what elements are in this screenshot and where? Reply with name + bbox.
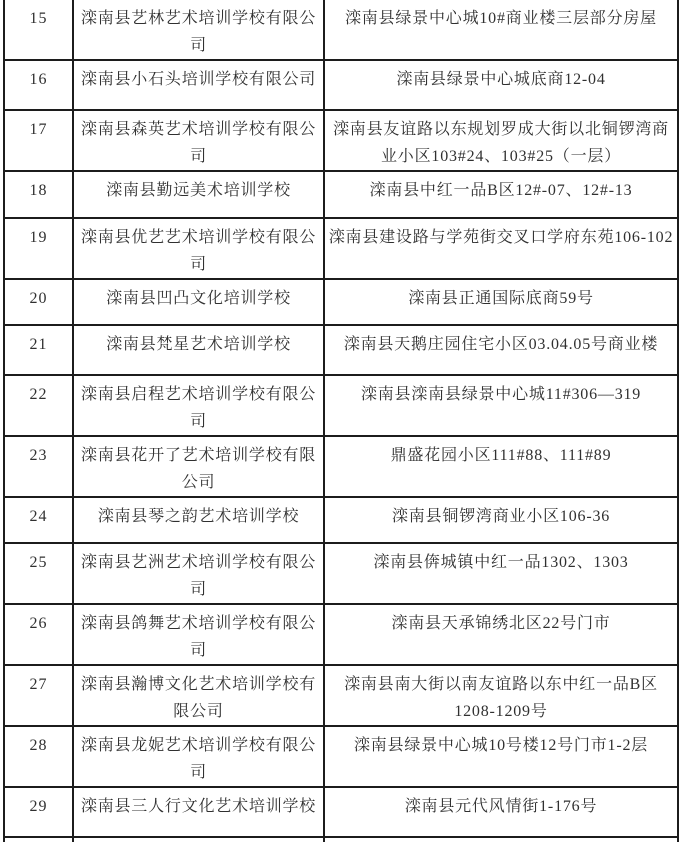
row-number-cell: 20 bbox=[4, 279, 73, 325]
table-row bbox=[4, 218, 678, 279]
row-number-cell: 22 bbox=[4, 375, 73, 436]
row-number-cell: 29 bbox=[4, 787, 73, 837]
school-name-cell: 滦南县优艺艺术培训学校有限公司 bbox=[73, 218, 324, 279]
school-address-cell: 滦南县正通国际底商59号 bbox=[324, 279, 678, 325]
school-name-cell: 滦南县艺林艺术培训学校有限公司 bbox=[73, 0, 324, 60]
school-name-cell: 滦南县龙妮艺术培训学校有限公司 bbox=[73, 726, 324, 787]
school-name-cell: 滦南县鸽舞艺术培训学校有限公司 bbox=[73, 604, 324, 665]
row-number-cell: 23 bbox=[4, 436, 73, 497]
school-address-cell: 滦南县绿景中心城10号楼12号门市1-2层 bbox=[324, 726, 678, 787]
row-number-cell: 25 bbox=[4, 543, 73, 604]
table-row bbox=[4, 604, 678, 665]
school-name-cell: 滦南县凹凸文化培训学校 bbox=[73, 279, 324, 325]
school-address-cell: 滦南县绿景中心城10#商业楼三层部分房屋 bbox=[324, 0, 678, 60]
partial-cell bbox=[73, 837, 324, 842]
row-number-cell: 27 bbox=[4, 665, 73, 726]
row-number-cell: 19 bbox=[4, 218, 73, 279]
school-address-cell: 滦南县倴城镇中红一品1302、1303 bbox=[324, 543, 678, 604]
school-name-cell: 滦南县艺洲艺术培训学校有限公司 bbox=[73, 543, 324, 604]
table-row bbox=[4, 497, 678, 543]
table-row bbox=[4, 726, 678, 787]
table-row bbox=[4, 60, 678, 110]
row-number-cell: 18 bbox=[4, 171, 73, 218]
table-row bbox=[4, 436, 678, 497]
school-address-cell: 鼎盛花园小区111#88、111#89 bbox=[324, 436, 678, 497]
table-row bbox=[4, 325, 678, 375]
partial-next-row bbox=[4, 837, 678, 842]
table-row bbox=[4, 665, 678, 726]
training-school-table bbox=[3, 0, 679, 842]
school-address-cell: 滦南县南大街以南友谊路以东中红一品B区1208-1209号 bbox=[324, 665, 678, 726]
school-name-cell: 滦南县森英艺术培训学校有限公司 bbox=[73, 110, 324, 171]
table-row bbox=[4, 110, 678, 171]
school-address-cell: 滦南县元代风情街1-176号 bbox=[324, 787, 678, 837]
table-row bbox=[4, 279, 678, 325]
row-number-cell: 15 bbox=[4, 0, 73, 60]
school-address-cell: 滦南县天承锦绣北区22号门市 bbox=[324, 604, 678, 665]
row-number-cell: 24 bbox=[4, 497, 73, 543]
table-row bbox=[4, 171, 678, 218]
partial-cell bbox=[4, 837, 73, 842]
row-number-cell: 17 bbox=[4, 110, 73, 171]
school-address-cell: 滦南县建设路与学苑街交叉口学府东苑106-102 bbox=[324, 218, 678, 279]
training-school-table-body bbox=[4, 0, 678, 842]
school-address-cell: 滦南县滦南县绿景中心城11#306—319 bbox=[324, 375, 678, 436]
school-address-cell: 滦南县天鹅庄园住宅小区03.04.05号商业楼 bbox=[324, 325, 678, 375]
row-number-cell: 26 bbox=[4, 604, 73, 665]
row-number-cell: 28 bbox=[4, 726, 73, 787]
table-row bbox=[4, 787, 678, 837]
school-name-cell: 滦南县三人行文化艺术培训学校 bbox=[73, 787, 324, 837]
school-name-cell: 滦南县瀚博文化艺术培训学校有限公司 bbox=[73, 665, 324, 726]
partial-cell bbox=[324, 837, 678, 842]
table-row bbox=[4, 543, 678, 604]
row-number-cell: 16 bbox=[4, 60, 73, 110]
school-name-cell: 滦南县勤远美术培训学校 bbox=[73, 171, 324, 218]
school-address-cell: 滦南县中红一品B区12#-07、12#-13 bbox=[324, 171, 678, 218]
school-name-cell: 滦南县琴之韵艺术培训学校 bbox=[73, 497, 324, 543]
school-name-cell: 滦南县花开了艺术培训学校有限公司 bbox=[73, 436, 324, 497]
school-address-cell: 滦南县铜锣湾商业小区106-36 bbox=[324, 497, 678, 543]
school-name-cell: 滦南县小石头培训学校有限公司 bbox=[73, 60, 324, 110]
school-name-cell: 滦南县启程艺术培训学校有限公司 bbox=[73, 375, 324, 436]
school-address-cell: 滦南县友谊路以东规划罗成大街以北铜锣湾商业小区103#24、103#25（一层） bbox=[324, 110, 678, 171]
school-address-cell: 滦南县绿景中心城底商12-04 bbox=[324, 60, 678, 110]
school-name-cell: 滦南县梵星艺术培训学校 bbox=[73, 325, 324, 375]
table-row bbox=[4, 375, 678, 436]
table-row bbox=[4, 0, 678, 60]
row-number-cell: 21 bbox=[4, 325, 73, 375]
